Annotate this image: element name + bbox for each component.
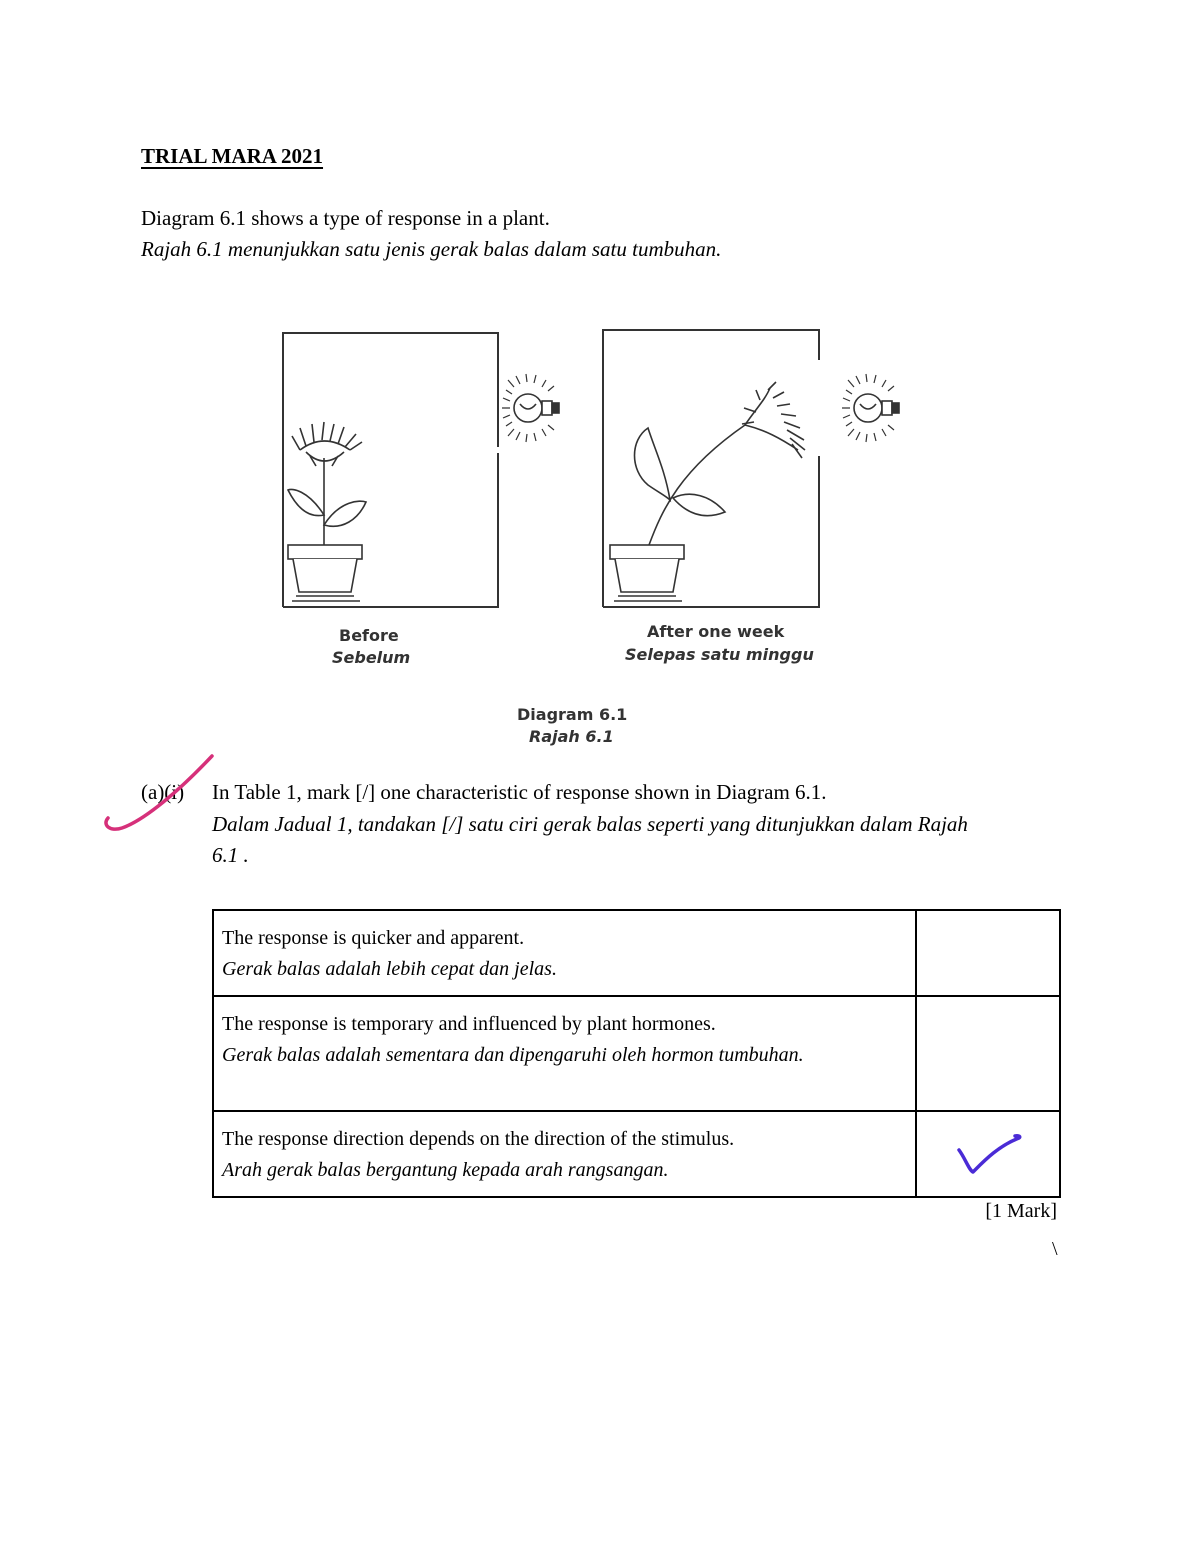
marks-label: [1 Mark] [985, 1200, 1057, 1222]
row-en: The response direction depends on the direction of the stimulus. [222, 1128, 735, 1150]
blue-tick-icon [953, 1128, 1025, 1178]
row-en: The response is quicker and apparent. [222, 927, 525, 949]
page-title: TRIAL MARA 2021 [141, 144, 324, 168]
table-row [213, 910, 1060, 996]
pink-tick-icon [100, 750, 220, 840]
light-bulb-icon [502, 374, 559, 442]
row-ms: Gerak balas adalah sementara dan dipengaruhi oleh hormon tumbuhan. [222, 1044, 804, 1066]
checkbox-cell[interactable] [916, 910, 1060, 996]
after-label: After one week [647, 622, 785, 641]
response-table [212, 909, 1061, 1198]
row-ms: Arah gerak balas bergantung kepada arah rangsangan. [222, 1159, 669, 1181]
row-ms: Gerak balas adalah lebih cepat dan jelas. [222, 958, 557, 980]
light-bulb-icon-right [842, 374, 899, 442]
before-label-ms: Sebelum [332, 648, 411, 667]
table-cell-text [213, 996, 916, 1111]
checkbox-cell[interactable] [916, 996, 1060, 1111]
question-ms-line1: Dalam Jadual 1, tandakan [/] satu ciri gerak balas seperti yang ditunjukkan dalam Rajah [212, 812, 968, 836]
question-ms-line2: 6.1 . [212, 843, 249, 867]
table-row [213, 996, 1060, 1111]
row-en: The response is temporary and influenced by plant hormones. [222, 1013, 716, 1035]
table-cell-text [213, 910, 916, 996]
table-cell-text [213, 1111, 916, 1197]
checkbox-cell[interactable] [916, 1111, 1060, 1197]
question-en: In Table 1, mark [/] one characteristic of response shown in Diagram 6.1. [212, 780, 827, 804]
intro-en: Diagram 6.1 shows a type of response in a plant. [141, 206, 550, 230]
flower-pot-icon [288, 422, 366, 601]
table-row [213, 1111, 1060, 1197]
after-label-ms: Selepas satu minggu [625, 645, 814, 664]
before-label: Before [339, 626, 399, 645]
bent-flower-pot-icon [610, 382, 805, 601]
diagram-6-1 [270, 320, 950, 750]
trailing-symbol: \ [1052, 1238, 1058, 1260]
intro-ms: Rajah 6.1 menunjukkan satu jenis gerak balas dalam satu tumbuhan. [141, 237, 722, 261]
diagram-caption-ms: Rajah 6.1 [529, 727, 614, 746]
diagram-caption: Diagram 6.1 [517, 705, 628, 724]
question-number: (a)(i) [141, 780, 185, 804]
